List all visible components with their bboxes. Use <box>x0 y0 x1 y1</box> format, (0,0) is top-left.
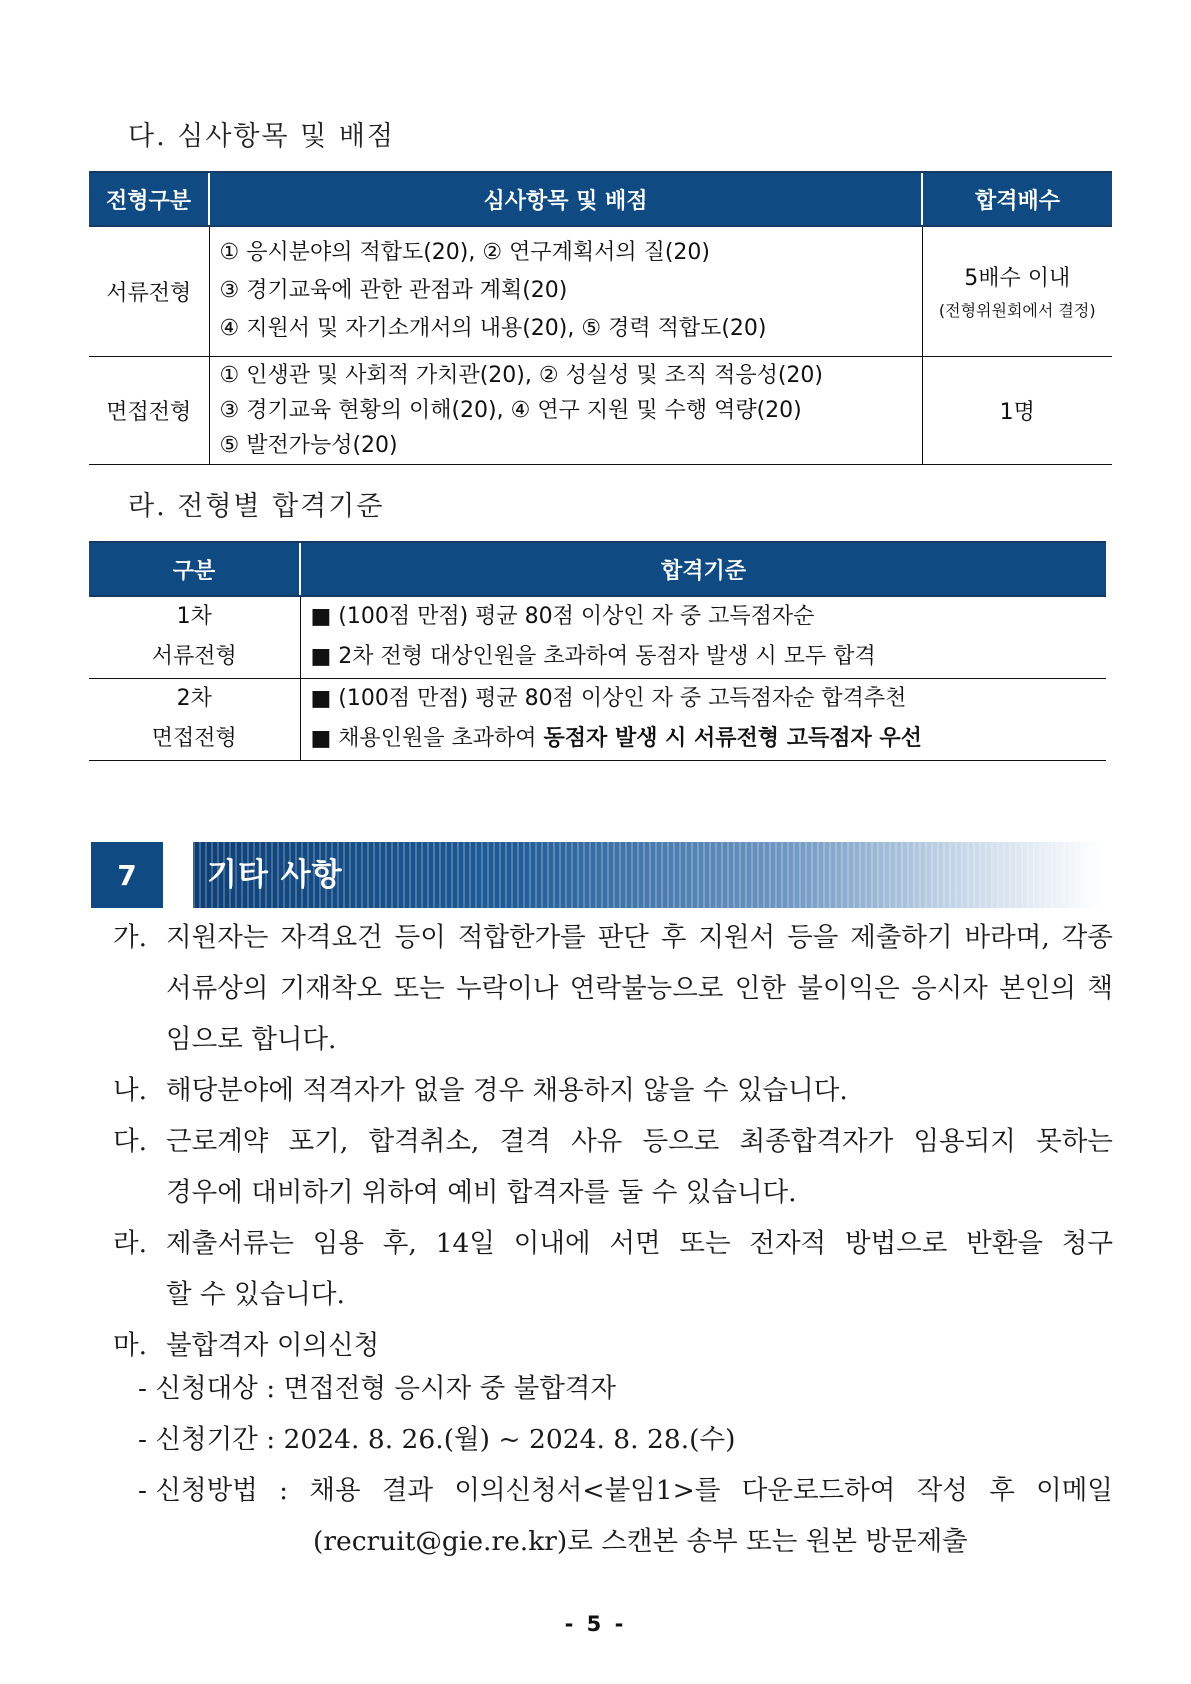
evaluation-table-header <box>89 172 1112 226</box>
word: 포기, <box>288 1126 349 1157</box>
word: 채용 <box>309 1475 361 1506</box>
item-line: ③ 경기교육에 관한 관점과 계획(20) <box>219 278 568 304</box>
appeal-method <box>138 1465 1113 1516</box>
multiple-value: 5배수 이내 <box>964 266 1071 292</box>
word: 연락불능으로 <box>569 973 724 1004</box>
word: 제출서류는 <box>166 1228 294 1259</box>
header-category: 구분 <box>89 542 300 596</box>
word: 서면 <box>609 1228 661 1259</box>
word: 불이익은 <box>797 973 900 1004</box>
word: 후 <box>660 922 687 953</box>
section-title-bar <box>193 842 1103 908</box>
list-item <box>113 1218 1113 1320</box>
stage-cell <box>89 596 300 678</box>
stage-line: 면접전형 <box>151 726 237 751</box>
table-row <box>89 678 1106 760</box>
word: 후 <box>989 1475 1015 1506</box>
criteria-cell <box>300 678 1106 760</box>
word: 후, <box>382 1228 417 1259</box>
items-cell <box>209 356 922 464</box>
stage-cell <box>89 678 300 760</box>
text-line: 경우에 대비하기 위하여 예비 합격자를 둘 수 있습니다. <box>166 1177 797 1208</box>
word: 방법으로 <box>844 1228 948 1259</box>
word: 또는 <box>679 1228 731 1259</box>
item-line: ① 응시분야의 적합도(20), ② 연구계획서의 질(20) <box>219 240 711 266</box>
word: 응시자 <box>911 973 988 1004</box>
list-marker: 가. <box>113 922 148 953</box>
criteria-line <box>311 719 1097 759</box>
list-item <box>113 1065 1113 1116</box>
item-line: ④ 지원서 및 자기소개서의 내용(20), ⑤ 경력 적합도(20) <box>219 316 767 342</box>
text-line <box>166 963 1113 1014</box>
word: : <box>279 1475 289 1506</box>
word: 등으로 <box>642 1126 720 1157</box>
word: 청구 <box>1061 1228 1113 1259</box>
criteria-line: ■ (100점 만점) 평균 80점 이상인 자 중 고득점자순 합격추천 <box>310 686 907 711</box>
word: 지원자는 <box>166 922 269 953</box>
item-line: ① 인생관 및 사회적 가치관(20), ② 성실성 및 조직 적응성(20) <box>219 362 823 388</box>
text-line: 해당분야에 적격자가 없을 경우 채용하지 않을 수 있습니다. <box>166 1075 848 1106</box>
stage-line: 2차 <box>176 686 212 711</box>
stage-line: 1차 <box>176 604 212 630</box>
section-c-heading: 다. 심사항목 및 배점 <box>128 121 395 152</box>
text-line <box>166 1116 1113 1167</box>
multiple-cell <box>922 226 1112 356</box>
word: 사유 <box>571 1126 623 1157</box>
word: 서류상의 <box>166 973 269 1004</box>
word: 근로계약 <box>166 1126 269 1157</box>
section-number: 7 <box>91 842 163 908</box>
word: 본인의 <box>999 973 1077 1004</box>
text-line: 불합격자 이의신청 <box>166 1330 380 1361</box>
criteria-line: ■ (100점 만점) 평균 80점 이상인 자 중 고득점자순 <box>310 604 815 630</box>
list-marker: 다. <box>113 1126 148 1157</box>
header-stage: 전형구분 <box>89 172 209 226</box>
list-item <box>113 1116 1113 1218</box>
word: 결격 <box>499 1126 551 1157</box>
section-d-heading: 라. 전형별 합격기준 <box>128 491 385 522</box>
criteria-line: ■ 2차 전형 대상인원을 초과하여 동점자 발생 시 모두 합격 <box>310 644 876 670</box>
criteria-cell <box>300 596 1106 678</box>
evaluation-table <box>89 171 1112 465</box>
criteria-table-header <box>89 542 1106 596</box>
word: 기재착오 <box>279 973 383 1004</box>
table-row <box>89 226 1112 356</box>
word: 인한 <box>734 973 786 1004</box>
word: 적합한가를 <box>457 922 586 953</box>
header-criteria: 합격기준 <box>300 542 1106 596</box>
header-items: 심사항목 및 배점 <box>209 172 922 226</box>
stage-line: 서류전형 <box>151 644 237 670</box>
appeal-target: - 신청대상 : 면접전형 응시자 중 불합격자 <box>138 1373 617 1404</box>
word: - 신청방법 <box>138 1475 258 1506</box>
text-line <box>166 1218 1113 1269</box>
word: 책 <box>1087 973 1113 1004</box>
word: 반환을 <box>966 1228 1043 1259</box>
word: 이의신청서<붙임1>를 <box>454 1475 721 1506</box>
list-marker: 라. <box>113 1228 148 1259</box>
word: 판단 <box>597 922 649 953</box>
word: 최종합격자가 <box>739 1126 894 1157</box>
item-line: ③ 경기교육 현황의 이해(20), ④ 연구 지원 및 수행 역량(20) <box>219 397 802 423</box>
multiple-cell: 1명 <box>922 356 1112 464</box>
section-title: 기타 사항 <box>207 857 343 893</box>
word: 못하는 <box>1036 1126 1113 1157</box>
word: 자격요건 <box>280 922 383 953</box>
word: 또는 <box>393 973 445 1004</box>
section7-body <box>113 912 1113 1371</box>
word: 작성 <box>916 1475 968 1506</box>
stage-cell: 서류전형 <box>89 226 209 356</box>
criteria-table <box>89 541 1106 761</box>
word: 바라며, <box>964 922 1050 953</box>
text-line <box>166 912 1113 963</box>
word: 이내에 <box>513 1228 591 1259</box>
word: 등을 <box>787 922 839 953</box>
items-cell <box>209 226 922 356</box>
header-multiple: 합격배수 <box>922 172 1112 226</box>
word: 임용 <box>312 1228 364 1259</box>
text-line: 할 수 있습니다. <box>166 1279 345 1310</box>
word: 제출하기 <box>850 922 953 953</box>
word: 누락이나 <box>456 973 559 1004</box>
criteria-prefix: ■ 채용인원을 초과하여 <box>310 726 544 751</box>
word: 임용되지 <box>913 1126 1016 1157</box>
stage-cell: 면접전형 <box>89 356 209 464</box>
multiple-note: (전형위원회에서 결정) <box>938 301 1096 321</box>
word: 14일 <box>435 1228 495 1259</box>
item-line: ⑤ 발전가능성(20) <box>219 432 398 458</box>
word: 다운로드하여 <box>741 1475 896 1506</box>
word: 전자적 <box>749 1228 827 1259</box>
appeal-period: - 신청기간 : 2024. 8. 26.(월) ~ 2024. 8. 28.(수) <box>138 1424 736 1455</box>
table-row <box>89 356 1112 464</box>
word: 합격취소, <box>368 1126 480 1157</box>
list-marker: 마. <box>113 1330 148 1361</box>
page-number: - 5 - <box>564 1612 627 1636</box>
word: 이메일 <box>1036 1475 1113 1506</box>
list-marker: 나. <box>113 1075 148 1106</box>
word: 결과 <box>381 1475 434 1506</box>
appeal-method-continued: (recruit@gie.re.kr)로 스캔본 송부 또는 원본 방문제출 <box>313 1526 968 1557</box>
table-row <box>89 596 1106 678</box>
text-line: 임으로 합니다. <box>166 1024 337 1055</box>
word: 각종 <box>1061 922 1113 953</box>
list-item <box>113 912 1113 1065</box>
word: 등이 <box>394 922 446 953</box>
criteria-emphasis: 동점자 발생 시 서류전형 고득점자 우선 <box>543 726 922 751</box>
word: 지원서 <box>698 922 776 953</box>
